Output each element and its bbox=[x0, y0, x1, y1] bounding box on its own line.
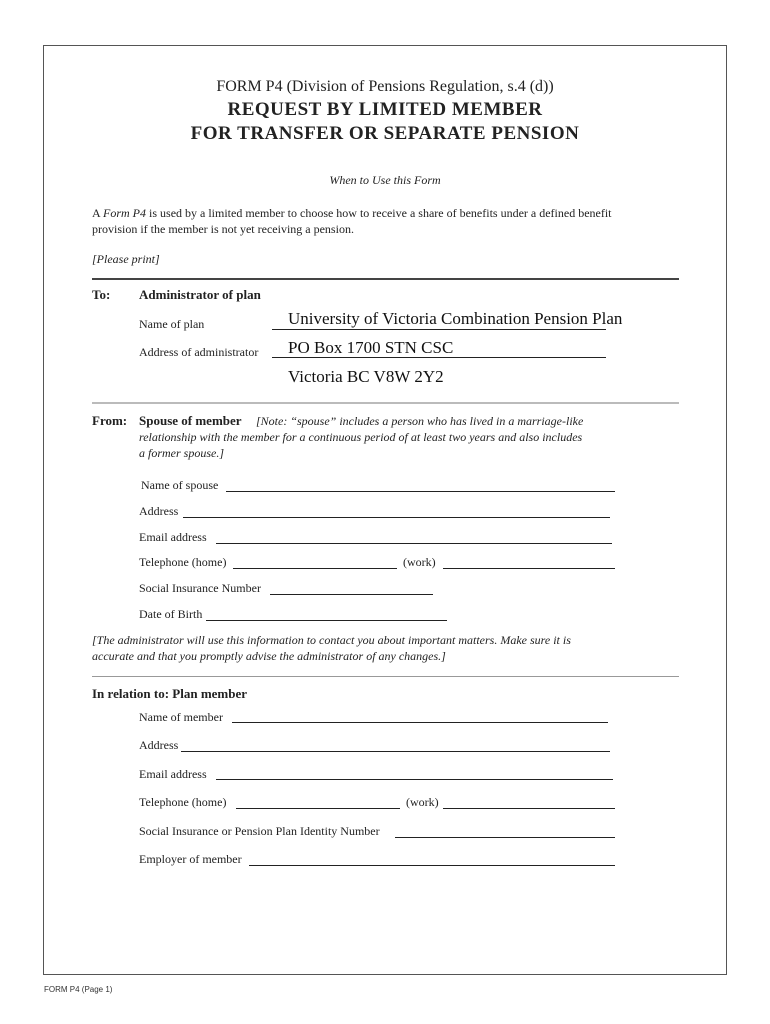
form-title-line3: FOR TRANSFER OR SEPARATE PENSION bbox=[190, 123, 580, 144]
member-employer-label: Employer of member bbox=[139, 852, 242, 866]
member-telephone-work-label: (work) bbox=[406, 795, 439, 809]
spouse-of-member-heading: Spouse of member bbox=[139, 413, 242, 428]
member-address-label: Address bbox=[139, 738, 179, 752]
spouse-name-field[interactable] bbox=[226, 491, 615, 492]
member-address-field[interactable] bbox=[181, 751, 610, 752]
member-sin-label: Social Insurance or Pension Plan Identity Number bbox=[139, 824, 380, 838]
address-of-administrator-label: Address of administrator bbox=[139, 345, 259, 359]
section-divider bbox=[92, 676, 679, 677]
spouse-dob-label: Date of Birth bbox=[139, 607, 203, 621]
intro-paragraph-line2: provision if the member is not yet receiving a pension. bbox=[92, 222, 354, 236]
spouse-sin-label: Social Insurance Number bbox=[139, 581, 261, 595]
administrator-heading: Administrator of plan bbox=[139, 287, 261, 302]
name-of-plan-field[interactable]: University of Victoria Combination Pension Plan bbox=[288, 309, 623, 328]
administrator-note-line1: [The administrator will use this information to contact you about important matters. Make sure it is bbox=[92, 633, 571, 647]
name-of-plan-label: Name of plan bbox=[139, 317, 205, 331]
section-divider bbox=[92, 278, 679, 280]
name-of-plan-line bbox=[272, 329, 606, 330]
spouse-telephone-work-field[interactable] bbox=[443, 568, 615, 569]
spouse-address-label: Address bbox=[139, 504, 179, 518]
spouse-sin-field[interactable] bbox=[270, 594, 433, 595]
member-telephone-home-label: Telephone (home) bbox=[139, 795, 227, 809]
page-footer: FORM P4 (Page 1) bbox=[44, 985, 113, 994]
spouse-telephone-home-field[interactable] bbox=[233, 568, 397, 569]
spouse-address-field[interactable] bbox=[183, 517, 610, 518]
member-sin-field[interactable] bbox=[395, 837, 615, 838]
when-to-use-heading: When to Use this Form bbox=[329, 173, 441, 187]
member-telephone-work-field[interactable] bbox=[443, 808, 615, 809]
member-email-label: Email address bbox=[139, 767, 207, 781]
spouse-email-field[interactable] bbox=[216, 543, 612, 544]
form-title-line1: FORM P4 (Division of Pensions Regulation, s.4 (d)) bbox=[216, 78, 554, 95]
please-print-note: [Please print] bbox=[92, 252, 160, 266]
spouse-dob-field[interactable] bbox=[206, 620, 447, 621]
member-email-field[interactable] bbox=[216, 779, 613, 780]
spouse-note-line3: a former spouse.] bbox=[139, 446, 225, 460]
member-telephone-home-field[interactable] bbox=[236, 808, 400, 809]
member-employer-field[interactable] bbox=[249, 865, 615, 866]
to-label: To: bbox=[92, 287, 111, 302]
section-divider bbox=[92, 402, 679, 404]
member-name-field[interactable] bbox=[232, 722, 608, 723]
plan-member-heading: In relation to: Plan member bbox=[92, 686, 248, 701]
spouse-name-label: Name of spouse bbox=[141, 478, 219, 492]
spouse-email-label: Email address bbox=[139, 530, 207, 544]
spouse-note-line1: [Note: “spouse” includes a person who has lived in a marriage-like bbox=[256, 414, 584, 428]
spouse-telephone-home-label: Telephone (home) bbox=[139, 555, 227, 569]
administrator-note-line2: accurate and that you promptly advise the administrator of any changes.] bbox=[92, 649, 446, 663]
member-name-label: Name of member bbox=[139, 710, 223, 724]
from-label: From: bbox=[92, 413, 128, 428]
intro-paragraph-line1: A Form P4 is used by a limited member to choose how to receive a share of benefits under a defined benefit bbox=[92, 206, 612, 220]
spouse-telephone-work-label: (work) bbox=[403, 555, 436, 569]
address-of-administrator-field[interactable]: PO Box 1700 STN CSC bbox=[288, 338, 454, 357]
spouse-note-line2: relationship with the member for a continuous period of at least two years and also includes bbox=[139, 430, 583, 444]
address-of-administrator-field-line2[interactable]: Victoria BC V8W 2Y2 bbox=[288, 367, 444, 386]
form-title-line2: REQUEST BY LIMITED MEMBER bbox=[227, 99, 543, 120]
